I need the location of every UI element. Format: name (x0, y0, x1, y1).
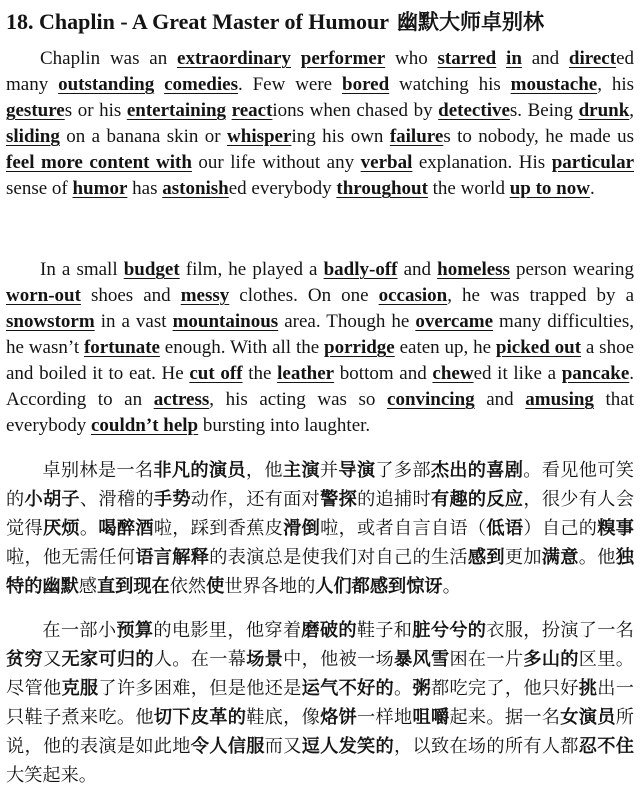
vocab-term: feel more content with (6, 152, 192, 173)
english-paragraph-1: Chaplin was an extraordinary performer who starred in and directed many outstanding comedies. Few were bored watching his moustache, his gestures or his entertaining reactions when chased by detectives. Being drunk, sliding on a banana skin or whispering his own failures to nobody, he made us feel more content with our life without any verbal explanation. His particular sense of humor has astonished everybody throughout the world up to now. (6, 48, 635, 199)
vocab-term: 场景 (246, 649, 284, 670)
vocab-term: 克服 (61, 678, 99, 699)
vocab-term: 有趣的反应 (430, 489, 524, 510)
vocab-term: 滑倒 (283, 518, 321, 539)
vocab-term: react (231, 100, 273, 121)
vocab-term: 非凡的演员 (153, 460, 246, 481)
vocab-term: cut off (189, 363, 243, 384)
vocab-term: 脏兮兮的 (412, 620, 487, 641)
english-paragraph-2: In a small budget film, he played a badly-off and homeless person wearing worn-out shoes and messy clothes. On one occasion, he was trapped by a snowstorm in a vast mountainous area. Though he overcame many difficulties, he wasn’t fortunate enough. With all the porridge eaten up, he picked out a shoe and boiled it to eat. He cut off the leather bottom and chewed it like a pancake. According to an actress, his acting was so convincing and amusing that everybody couldn’t help bursting into laughter. (6, 259, 635, 436)
vocab-term: 烙饼 (320, 707, 358, 728)
vocab-term: 小胡子 (24, 489, 80, 510)
vocab-term: budget (123, 259, 180, 280)
vocab-term: extraordinary (177, 48, 291, 69)
vocab-term: porridge (324, 337, 395, 358)
vocab-term: 满意 (541, 547, 579, 568)
vocab-term: 主演 (282, 460, 320, 481)
vocab-term: badly-off (323, 259, 398, 280)
vocab-term: whisper (227, 126, 292, 147)
vocab-term: 糗事 (597, 518, 634, 539)
vocab-term: leather (277, 363, 335, 384)
vocab-term: 运气不好的 (301, 678, 394, 699)
vocab-term: convincing (387, 389, 475, 410)
vocab-term: 令人信服 (190, 736, 265, 757)
vocab-term: 警探 (320, 489, 358, 510)
vocab-term: sliding (6, 126, 60, 147)
vocab-term: pancake (561, 363, 630, 384)
vocab-term: 无家可归的 (61, 649, 154, 670)
vocab-term: 磨破的 (301, 620, 357, 641)
vocab-term: 低语 (486, 518, 524, 539)
vocab-term: picked out (495, 337, 582, 358)
vocab-term: 喝醉酒 (98, 518, 154, 539)
page-title (6, 6, 636, 38)
vocab-term: couldn’t help (90, 415, 199, 436)
vocab-term: entertaining (126, 100, 227, 121)
vocab-term: 使 (206, 576, 225, 597)
vocab-term: mountainous (172, 311, 279, 332)
vocab-term: bored (342, 74, 390, 95)
vocab-term: 贫穷 (6, 649, 43, 670)
vocab-term: messy (180, 285, 230, 306)
vocab-term: comedies (164, 74, 238, 95)
title-english: 18. Chaplin - A Great Master of Humour (6, 9, 389, 34)
vocab-term: direct (568, 48, 617, 69)
vocab-term: 咀嚼 (412, 707, 450, 728)
vocab-term: detective (438, 100, 510, 121)
vocab-term: snowstorm (6, 311, 95, 332)
vocab-term: 逗人发笑的 (301, 736, 395, 757)
vocab-term: throughout (336, 178, 428, 199)
vocab-term: 人们都感到惊讶 (315, 576, 443, 597)
vocab-term: worn-out (6, 285, 81, 306)
vocab-term: 厌烦 (42, 518, 80, 539)
title-chinese: 幽默大师卓别林 (396, 10, 544, 34)
vocab-term: 忍不住 (578, 736, 634, 757)
vocab-term: gesture (6, 100, 65, 121)
chinese-paragraph-2: 在一部小预算的电影里，他穿着磨破的鞋子和脏兮兮的衣服，扮演了一名贫穷又无家可归的人。在一幕场景中，他被一场暴风雪困在一片多山的区里。尽管他克服了许多困难，但是他还是运气不好的。粥都吃完了，他只好挑出一只鞋子煮来吃。他切下皮革的鞋底，像烙饼一样地咀嚼起来。据一名女演员所说，他的表演是如此地令人信服而又逗人发笑的，以致在场的所有人都忍不住大笑起来。 (6, 620, 634, 786)
vocab-term: particular (551, 152, 635, 173)
vocab-term: up to now (509, 178, 590, 199)
vocab-term: moustache (510, 74, 598, 95)
vocab-term: 切下皮革的 (153, 707, 247, 728)
vocab-term: 预算 (116, 620, 154, 641)
vocab-term: fortunate (83, 337, 160, 358)
vocab-term: actress (153, 389, 210, 410)
vocab-term: 杰出的喜剧 (430, 460, 524, 481)
vocab-term: 导演 (338, 460, 376, 481)
vocab-term: 直到现在 (96, 576, 170, 597)
vocab-term: 手势 (153, 489, 191, 510)
vocab-term: homeless (437, 259, 510, 280)
vocab-term: astonish (162, 178, 229, 199)
vocab-term: 女演员 (560, 707, 616, 728)
vocab-term: 语言解释 (135, 547, 210, 568)
vocab-term: amusing (525, 389, 594, 410)
vocab-term: failure (389, 126, 444, 147)
vocab-term: chew (432, 363, 474, 384)
vocab-term: occasion (378, 285, 448, 306)
vocab-term: 暴风雪 (394, 649, 450, 670)
vocab-term: starred (437, 48, 497, 69)
vocab-term: 多山的 (523, 649, 579, 670)
vocab-term: performer (300, 48, 386, 69)
vocab-term: 感到 (467, 547, 505, 568)
vocab-term: overcame (415, 311, 494, 332)
vocab-term: 挑 (578, 678, 598, 699)
vocab-term: drunk (578, 100, 630, 121)
vocab-term: outstanding (58, 74, 155, 95)
vocab-term: 独特的幽默 (6, 547, 634, 597)
vocab-term: verbal (360, 152, 413, 173)
chinese-paragraph-1: 卓别林是一名非凡的演员，他主演并导演了多部杰出的喜剧。看见他可笑的小胡子、滑稽的手势动作，还有面对警探的追捕时有趣的反应，很少有人会觉得厌烦。喝醉酒啦，踩到香蕉皮滑倒啦，或者自言自语（低语）自己的糗事啦，他无需任何语言解释的表演总是使我们对自己的生活感到更加满意。他独特的幽默感直到现在依然使世界各地的人们都感到惊讶。 (6, 460, 634, 597)
vocab-term: humor (72, 178, 128, 199)
vocab-term: in (506, 48, 522, 69)
vocab-term: 粥 (412, 678, 431, 699)
